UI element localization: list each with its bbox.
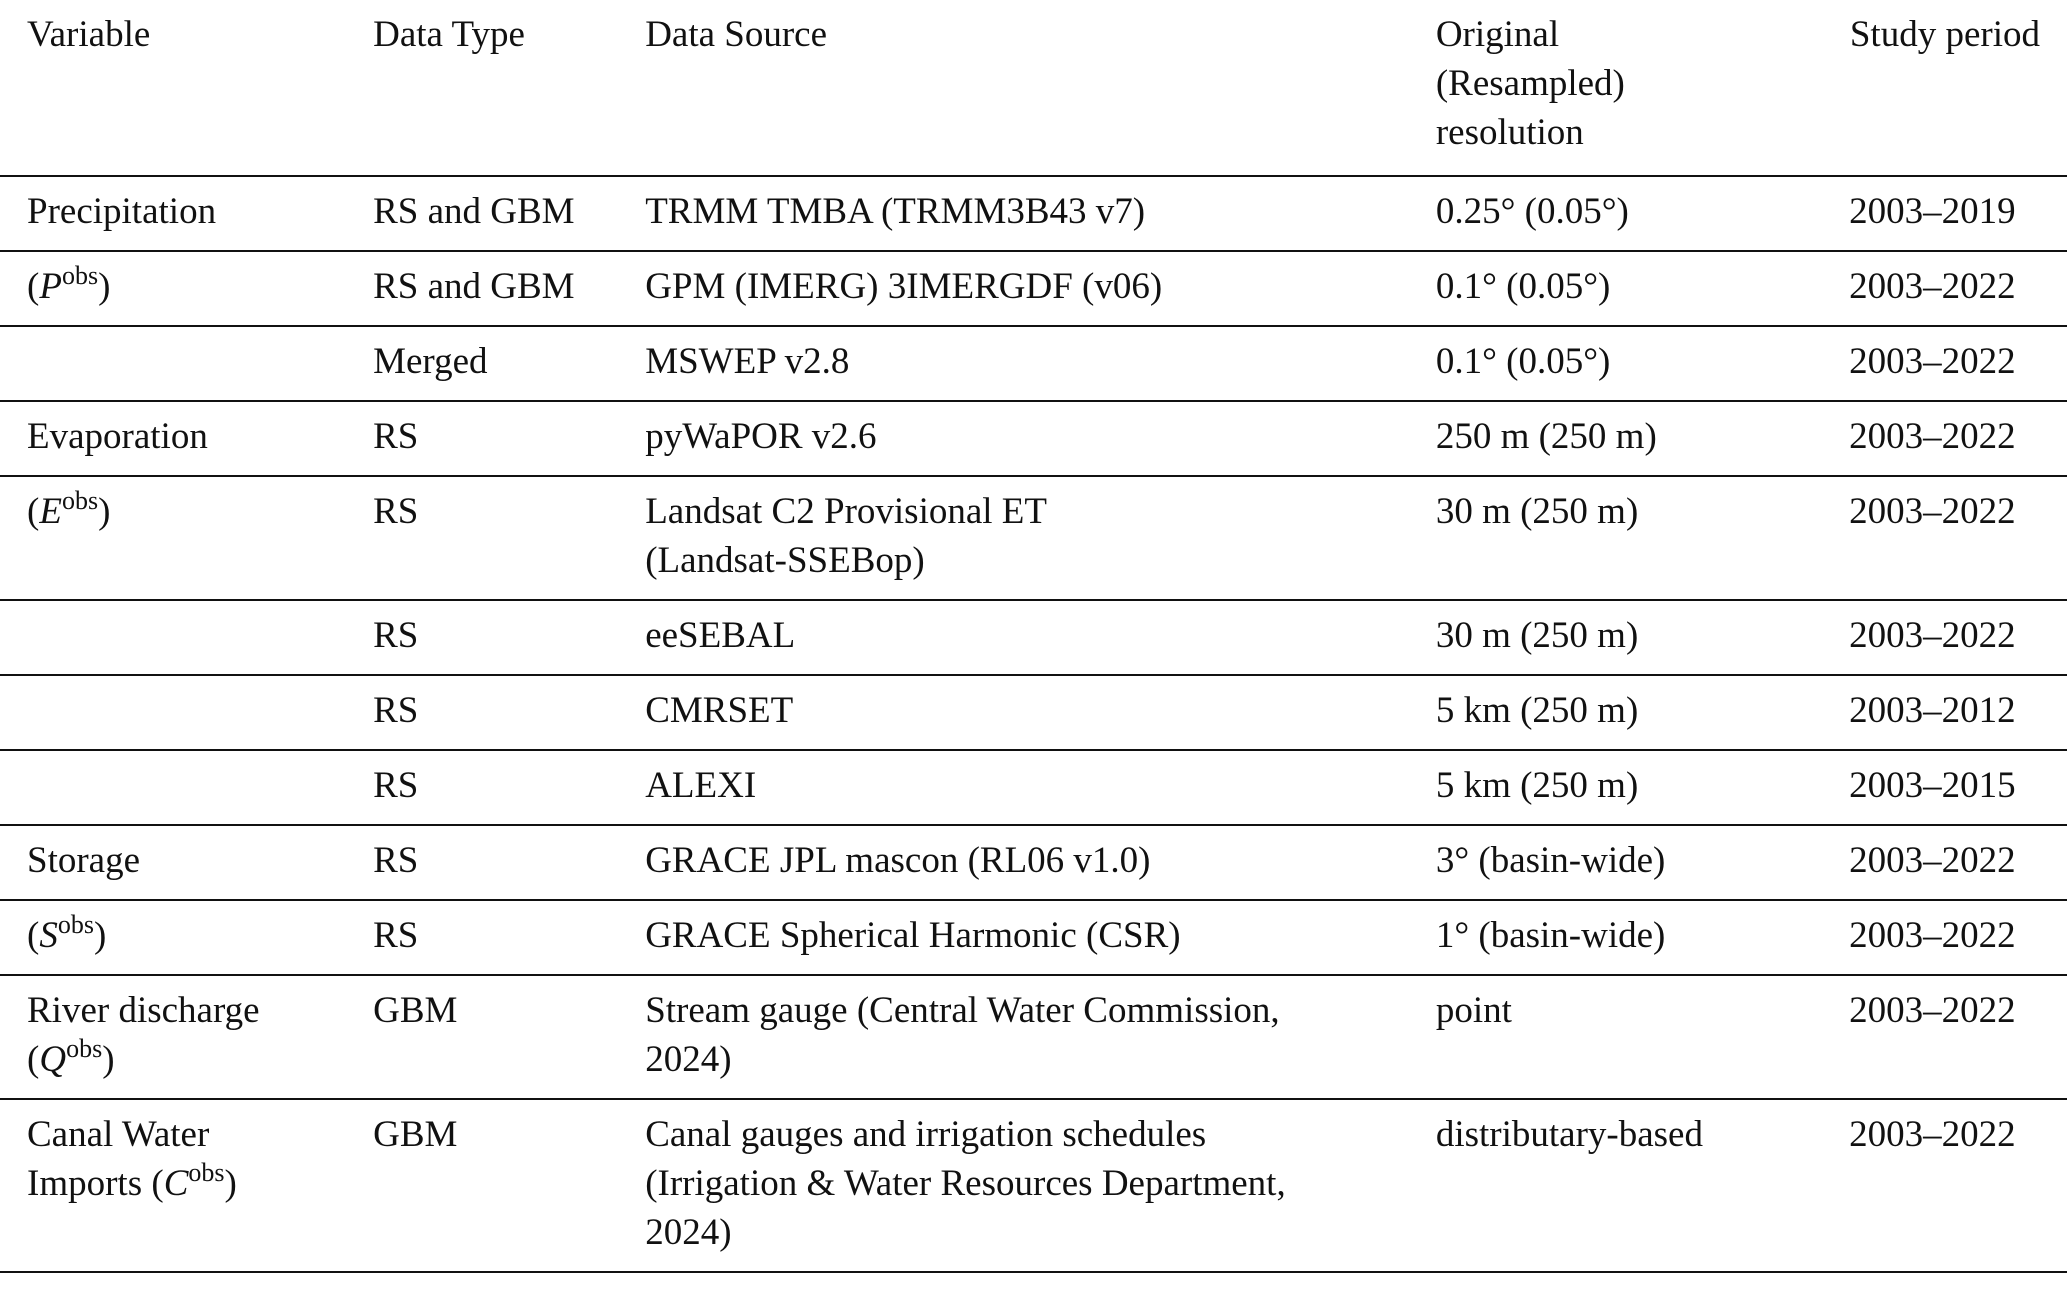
data-source-line: eeSEBAL [645,615,796,656]
cell-resolution: 250 m (250 m) [1435,416,1657,457]
cell-study-period: 2003–2022 [1849,341,2016,382]
cell-variable [0,975,373,1099]
header-resolution-line: Original [1435,14,1560,55]
table-row [0,750,2067,825]
cell-data-type: GBM [373,990,458,1031]
variable-symbol: S [39,915,58,956]
data-source-line: (Landsat-SSEBop) [645,540,925,581]
table-row [0,476,2067,600]
cell-variable: Precipitation [27,191,217,232]
variable-symbol-line [27,262,373,311]
variable-prefix: ( [27,915,40,956]
cell-variable [0,326,373,401]
table-row [0,825,2067,900]
data-source-line: ALEXI [645,765,757,806]
data-source-line: Landsat C2 Provisional ET [645,491,1048,532]
cell-variable: Storage [27,840,141,881]
cell-data-type: RS [373,491,419,532]
cell-variable [0,476,373,600]
data-source-line: 2024) [645,1039,732,1080]
cell-variable [0,900,373,975]
cell-data-type: RS [373,765,419,806]
cell-resolution: 30 m (250 m) [1435,491,1639,532]
header-resolution-line: resolution [1435,112,1584,153]
variable-symbol: Q [39,1039,67,1080]
data-source-line: pyWaPOR v2.6 [645,416,877,457]
variable-suffix: ) [93,915,107,956]
variable-symbol-line [27,487,373,536]
cell-study-period: 2003–2022 [1849,840,2016,881]
cell-study-period: 2003–2022 [1849,416,2016,457]
table-row [0,176,2067,251]
variable-prefix: ( [27,1039,40,1080]
variable-superscript: obs [61,486,99,515]
cell-resolution: point [1435,990,1512,1031]
cell-data-source [645,251,1436,326]
variable-symbol: E [39,491,62,532]
cell-resolution: 5 km (250 m) [1435,765,1639,806]
variable-suffix: ) [102,1039,115,1080]
variable-suffix: ) [224,1163,237,1204]
cell-data-type: RS [373,615,419,656]
variable-superscript: obs [66,1034,103,1063]
cell-study-period: 2003–2022 [1849,266,2016,307]
cell-study-period: 2003–2019 [1849,191,2016,232]
cell-resolution: 1° (basin-wide) [1435,915,1666,956]
data-source-line: GRACE Spherical Harmonic (CSR) [645,915,1181,956]
cell-variable [0,675,373,750]
variable-prefix: Imports ( [27,1163,164,1204]
variable-superscript: obs [61,261,99,290]
cell-data-type: RS [373,690,419,731]
cell-resolution: 5 km (250 m) [1435,690,1639,731]
table-row [0,401,2067,476]
cell-data-source [645,900,1436,975]
variable-symbol-line [27,1159,373,1208]
cell-resolution: distributary-based [1435,1114,1703,1155]
variable-symbol: P [39,266,62,307]
cell-variable: Evaporation [27,416,208,457]
data-source-line: Canal gauges and irrigation schedules [645,1114,1207,1155]
cell-variable [0,750,373,825]
cell-variable [0,600,373,675]
variable-suffix: ) [98,491,111,532]
variable-superscript: obs [57,910,94,939]
cell-data-type: GBM [373,1114,458,1155]
cell-data-source [645,600,1436,675]
cell-data-source [645,476,1436,600]
variable-symbol-line [27,911,373,960]
cell-data-type: Merged [373,341,488,382]
variable-prefix: ( [27,266,40,307]
header-data-source: Data Source [645,14,828,55]
data-source-line: GPM (IMERG) 3IMERGDF (v06) [645,266,1163,307]
data-source-line: GRACE JPL mascon (RL06 v1.0) [645,840,1151,881]
table-row [0,900,2067,975]
data-source-line: (Irrigation & Water Resources Department, [645,1163,1286,1204]
cell-data-source [645,675,1436,750]
cell-resolution: 30 m (250 m) [1435,615,1639,656]
cell-data-type: RS [373,416,419,457]
cell-study-period: 2003–2015 [1849,765,2016,806]
cell-study-period: 2003–2022 [1849,915,2016,956]
cell-data-source [645,825,1436,900]
cell-data-type: RS [373,840,419,881]
table-row [0,326,2067,401]
cell-study-period: 2003–2022 [1849,1114,2016,1155]
cell-resolution: 0.1° (0.05°) [1435,341,1611,382]
data-source-line: Stream gauge (Central Water Commission, [645,990,1280,1031]
table-row [0,251,2067,326]
header-resolution [1436,0,1825,176]
cell-variable [0,1099,373,1272]
table-row [0,975,2067,1099]
variable-suffix: ) [98,266,111,307]
header-variable: Variable [27,14,151,55]
cell-data-type: RS and GBM [373,191,575,232]
variable-symbol-line [27,1035,373,1084]
cell-resolution: 0.1° (0.05°) [1435,266,1611,307]
header-data-type: Data Type [373,14,525,55]
table-row [0,600,2067,675]
cell-study-period: 2003–2022 [1849,615,2016,656]
cell-data-source [645,176,1436,251]
cell-data-source [645,326,1436,401]
table-row [0,675,2067,750]
data-source-line: MSWEP v2.8 [645,341,850,382]
variable-superscript: obs [188,1158,225,1187]
cell-data-source [645,750,1436,825]
cell-data-type: RS and GBM [373,266,575,307]
cell-study-period: 2003–2012 [1849,690,2016,731]
data-source-line: TRMM TMBA (TRMM3B43 v7) [645,191,1146,232]
variable-name: Canal Water [27,1114,210,1155]
header-resolution-line: (Resampled) [1435,63,1625,104]
cell-study-period: 2003–2022 [1849,491,2016,532]
cell-data-source [645,401,1436,476]
cell-study-period: 2003–2022 [1849,990,2016,1031]
table-body [0,176,2067,1272]
cell-resolution: 3° (basin-wide) [1435,840,1666,881]
table-row [0,1099,2067,1272]
cell-data-source [645,1099,1436,1272]
data-source-line: 2024) [645,1212,732,1253]
cell-data-type: RS [373,915,419,956]
header-study-period: Study period [1849,14,2040,55]
cell-variable [0,251,373,326]
table-header-row [0,0,2067,176]
cell-resolution: 0.25° (0.05°) [1435,191,1629,232]
data-source-line: CMRSET [645,690,794,731]
variable-name: River discharge [27,990,260,1031]
variable-prefix: ( [27,491,40,532]
variable-symbol: C [163,1163,189,1204]
cell-data-source [645,975,1436,1099]
